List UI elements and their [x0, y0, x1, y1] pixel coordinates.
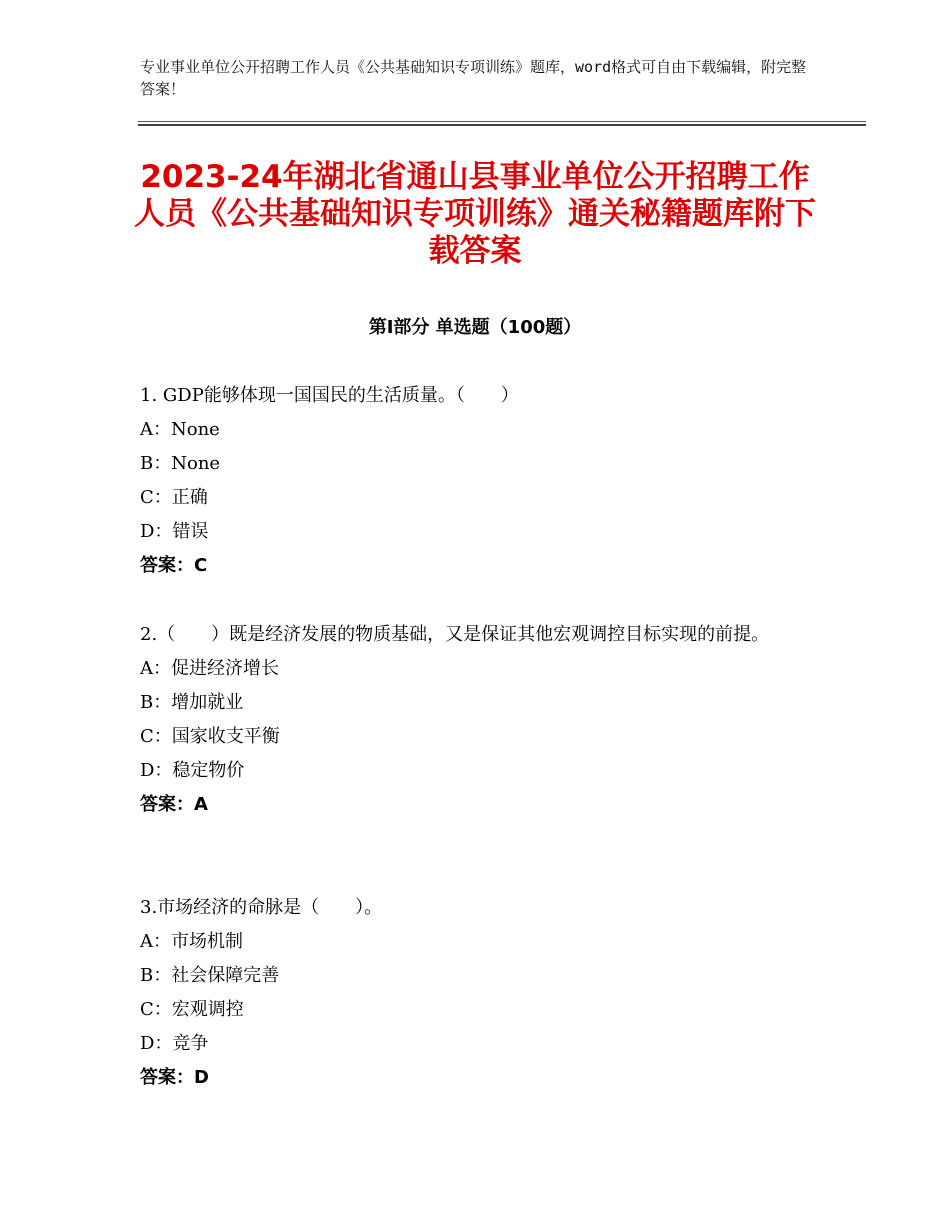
- option-d: D：错误: [140, 521, 209, 542]
- option-a: A：促进经济增长: [140, 658, 279, 679]
- option-a: A：市场机制: [140, 931, 243, 952]
- section-heading: 第Ⅰ部分 单选题（100题）: [368, 317, 582, 338]
- option-c: C：国家收支平衡: [140, 726, 280, 747]
- option-d: D：稳定物价: [140, 760, 245, 781]
- option-c: C：正确: [140, 487, 208, 508]
- option-d: D：竞争: [140, 1033, 209, 1054]
- answer-line: 答案：A: [140, 794, 208, 815]
- question-block-2: [140, 618, 820, 822]
- question-block-1: [140, 379, 820, 583]
- answer-line: 答案：D: [140, 1067, 209, 1088]
- document-title: 2023-24年湖北省通山县事业单位公开招聘工作人员《公共基础知识专项训练》通关秘籍题库附下载答案: [134, 159, 816, 269]
- answer-line: 答案：C: [140, 555, 208, 576]
- header-rule-thin: [138, 121, 866, 122]
- header-note: 专业事业单位公开招聘工作人员《公共基础知识专项训练》题库，word格式可自由下载编辑，附完整答案！: [140, 58, 807, 98]
- question-block-3: [140, 891, 820, 1095]
- question-text: 3.市场经济的命脉是（ ）。: [140, 897, 383, 918]
- option-c: C：宏观调控: [140, 999, 244, 1020]
- option-b: B：增加就业: [140, 692, 244, 713]
- question-text: 1. GDP能够体现一国国民的生活质量。（ ）: [140, 385, 519, 406]
- option-b: B：None: [140, 453, 221, 474]
- header-rule-thick: [138, 124, 866, 126]
- option-b: B：社会保障完善: [140, 965, 280, 986]
- option-a: A：None: [140, 419, 220, 440]
- question-text: 2.（ ）既是经济发展的物质基础，又是保证其他宏观调控目标实现的前提。: [140, 624, 770, 645]
